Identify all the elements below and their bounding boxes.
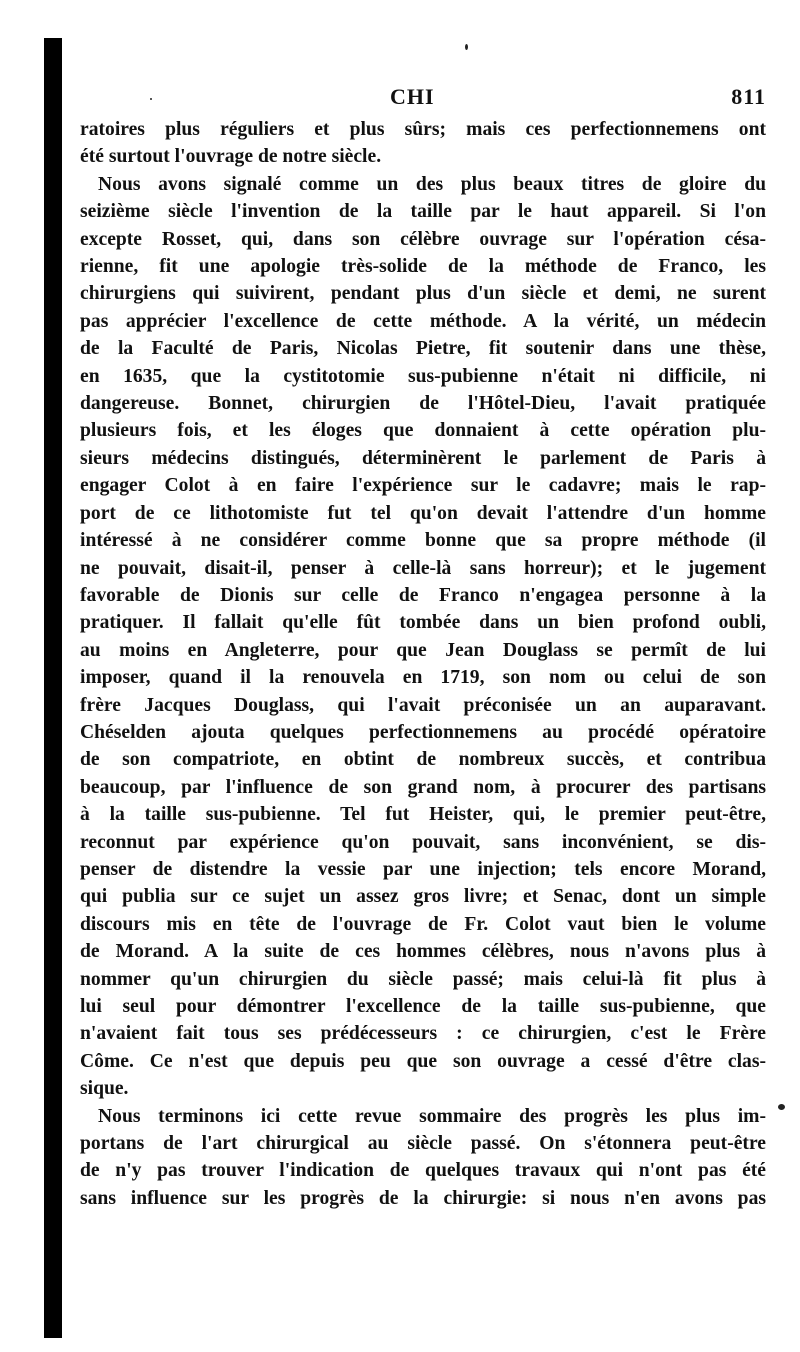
text-line: Nous avons signalé comme un des plus beaux titres de gloire du (98, 173, 766, 195)
scan-speck (778, 1104, 785, 1110)
text-line: sique. (80, 1078, 129, 1100)
text-line: engager Colot à en faire l'expérience sur le cadavre; mais le rap- (80, 475, 766, 497)
text-line: de son compatriote, en obtint de nombreux succès, et contribua (80, 749, 766, 771)
text-line: à la taille sus-pubienne. Tel fut Heister, qui, le premier peut-être, (80, 804, 766, 826)
page-number: 811 (731, 84, 766, 109)
text-line: dangereuse. Bonnet, chirurgien de l'Hôtel-Dieu, l'avait pratiquée (80, 393, 766, 415)
running-head-title: CHI (390, 84, 435, 109)
text-line: sans influence sur les progrès de la chirurgie: si nous n'en avons pas (80, 1187, 766, 1209)
paragraph (80, 171, 766, 1103)
body-text (80, 116, 766, 1212)
text-line: plusieurs fois, et les éloges que donnaient à cette opération plu- (80, 420, 766, 442)
text-line: de la Faculté de Paris, Nicolas Pietre, fit soutenir dans une thèse, (80, 338, 766, 360)
text-line: discours mis en tête de l'ouvrage de Fr. Colot vaut bien le volume (80, 913, 766, 935)
text-line: n'avaient fait tous ses prédécesseurs : ce chirurgien, c'est le Frère (80, 1023, 766, 1045)
text-line: de Morand. A la suite de ces hommes célèbres, nous n'avons plus à (80, 941, 766, 963)
text-line: nommer qu'un chirurgien du siècle passé; mais celui-là fit plus à (80, 968, 766, 990)
text-line: chirurgiens qui suivirent, pendant plus d'un siècle et demi, ne surent (80, 283, 766, 305)
text-line: de n'y pas trouver l'indication de quelques travaux qui n'ont pas été (80, 1160, 766, 1182)
text-line: beaucoup, par l'influence de son grand nom, à procurer des partisans (80, 776, 766, 798)
text-line: ne pouvait, disait-il, penser à celle-là sans horreur); et le jugement (80, 557, 766, 579)
text-line: Chéselden ajouta quelques perfectionnemens au procédé opératoire (80, 721, 766, 743)
text-line: portans de l'art chirurgical au siècle passé. On s'étonnera peut-être (80, 1133, 766, 1155)
text-line: port de ce lithotomiste fut tel qu'on devait l'attendre d'un homme (80, 502, 766, 524)
text-line: lui seul pour démontrer l'excellence de la taille sus-pubienne, que (80, 996, 766, 1017)
text-line: Nous terminons ici cette revue sommaire des progrès les plus im- (98, 1105, 766, 1127)
scan-speck (465, 44, 468, 50)
text-line: rienne, fit une apologie très-solide de la méthode de Franco, les (80, 256, 766, 278)
text-line: penser de distendre la vessie par une injection; tels encore Morand, (80, 858, 766, 880)
text-line: ratoires plus réguliers et plus sûrs; mais ces perfectionnemens ont (80, 119, 766, 140)
text-line: imposer, quand il la renouvela en 1719, son nom ou celui de son (80, 667, 766, 689)
text-line: sieurs médecins distingués, déterminèrent le parlement de Paris à (80, 447, 766, 469)
text-line: excepte Rosset, qui, dans son célèbre ouvrage sur l'opération césa- (80, 228, 766, 250)
text-line: pratiquer. Il fallait qu'elle fût tombée dans un bien profond oubli, (80, 612, 766, 634)
text-line: reconnut par expérience qu'on pouvait, sans inconvénient, se dis- (80, 831, 766, 853)
text-line: Côme. Ce n'est que depuis peu que son ouvrage a cessé d'être clas- (80, 1050, 766, 1072)
scan-margin-bar (44, 38, 62, 1338)
text-line: été surtout l'ouvrage de notre siècle. (80, 146, 382, 168)
text-line: intéressé à ne considérer comme bonne que sa propre méthode (il (80, 530, 766, 552)
paragraph (80, 116, 766, 171)
text-line: favorable de Dionis sur celle de Franco n'engagea personne à la (80, 584, 766, 606)
text-line: frère Jacques Douglass, qui l'avait préconisée un an auparavant. (80, 694, 766, 716)
text-line: pas apprécier l'excellence de cette méthode. A la vérité, un médecin (80, 310, 766, 332)
text-line: au moins en Angleterre, pour que Jean Douglass se permît de lui (80, 639, 766, 661)
book-page (80, 82, 766, 1212)
text-line: seizième siècle l'invention de la taille par le haut appareil. Si l'on (80, 201, 766, 223)
paragraph (80, 1103, 766, 1213)
text-line: en 1635, que la cystitotomie sus-pubienne n'était ni difficile, ni (80, 365, 766, 387)
running-head (80, 82, 766, 116)
text-line: qui publia sur ce sujet un assez gros livre; et Senac, dont un simple (80, 886, 766, 908)
